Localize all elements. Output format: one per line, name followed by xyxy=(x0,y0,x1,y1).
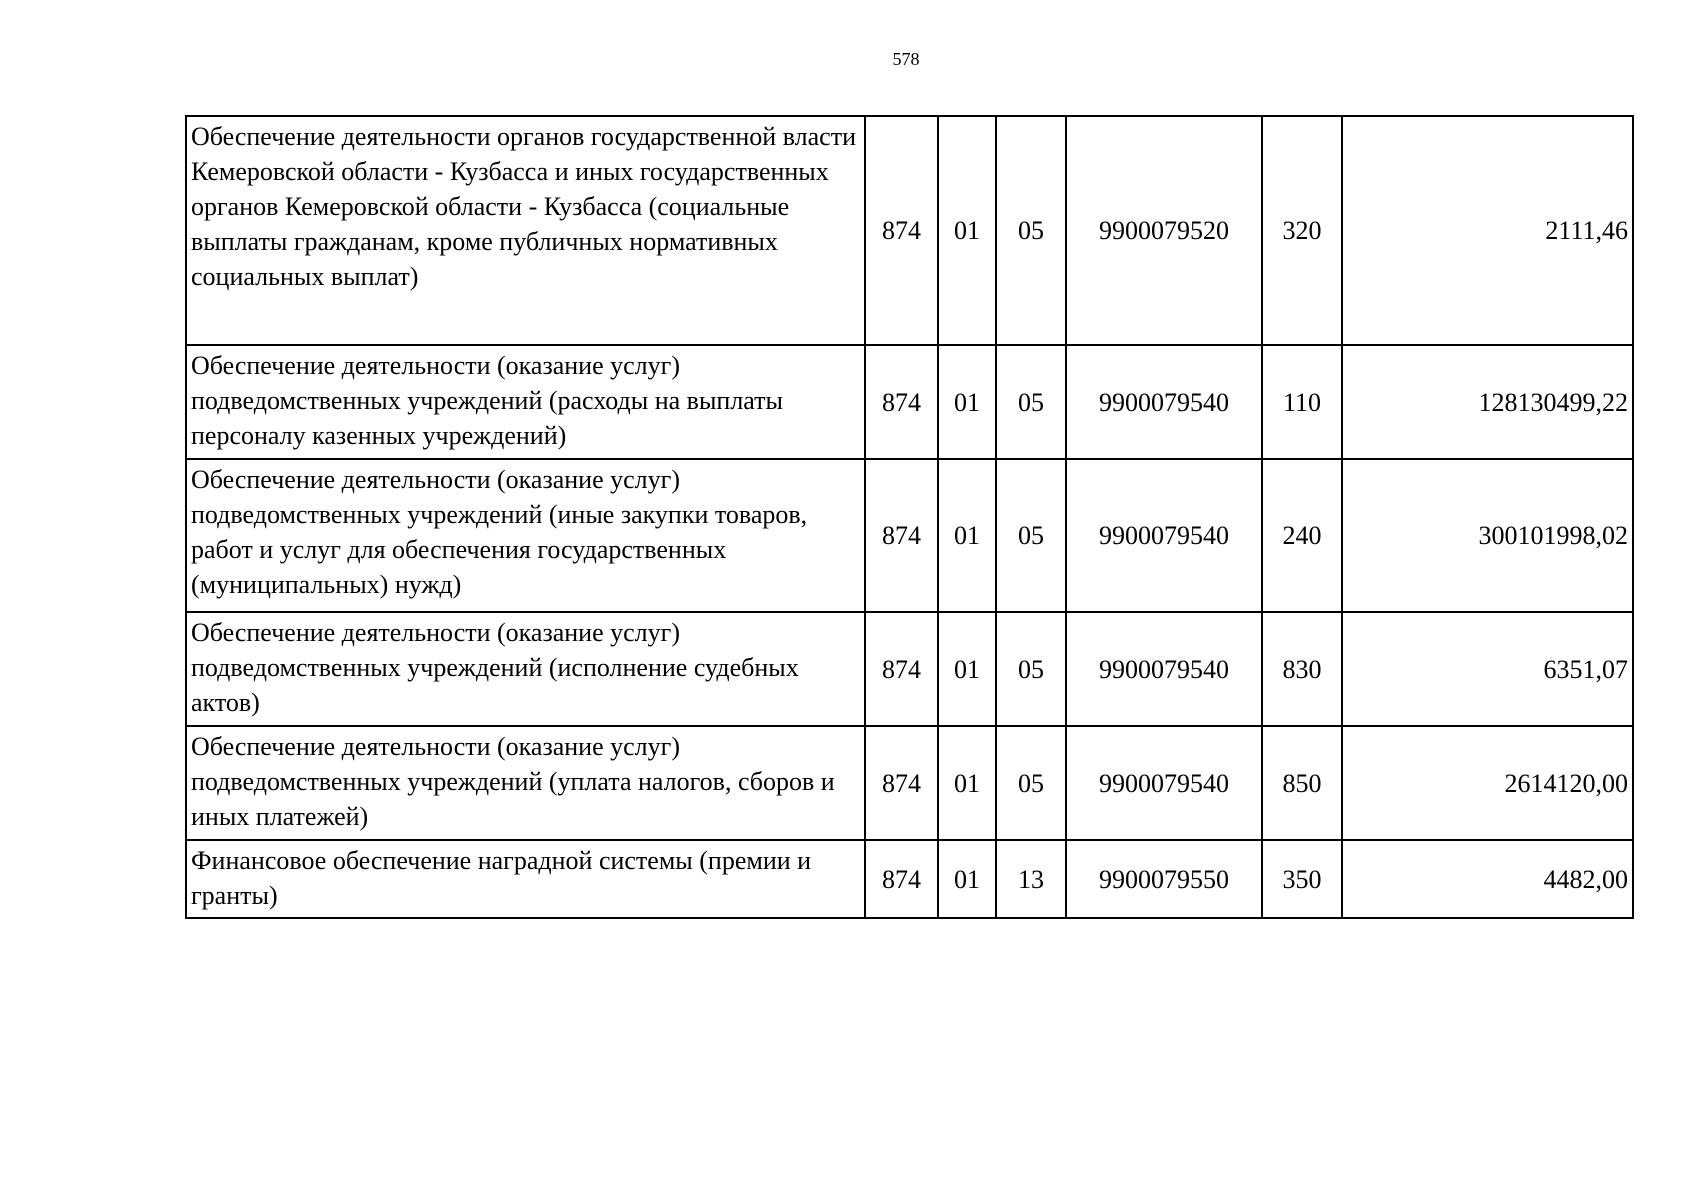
ministry-code: 874 xyxy=(865,459,938,612)
target-article-code: 9900079540 xyxy=(1066,345,1262,459)
ministry-code: 874 xyxy=(865,726,938,840)
amount: 2111,46 xyxy=(1342,116,1633,345)
amount: 4482,00 xyxy=(1342,840,1633,918)
amount: 128130499,22 xyxy=(1342,345,1633,459)
amount: 6351,07 xyxy=(1342,612,1633,726)
table-body xyxy=(186,116,1633,918)
section-code: 01 xyxy=(938,726,996,840)
subsection-code: 05 xyxy=(996,726,1066,840)
table-row xyxy=(186,726,1633,840)
expense-description: Обеспечение деятельности (оказание услуг) подведомственных учреждений (исполнение судебных актов) xyxy=(186,612,865,726)
table-row xyxy=(186,840,1633,918)
expense-type-code: 110 xyxy=(1262,345,1342,459)
target-article-code: 9900079540 xyxy=(1066,459,1262,612)
table-row xyxy=(186,345,1633,459)
subsection-code: 05 xyxy=(996,612,1066,726)
target-article-code: 9900079540 xyxy=(1066,726,1262,840)
amount: 2614120,00 xyxy=(1342,726,1633,840)
expense-description: Финансовое обеспечение наградной системы (премии и гранты) xyxy=(186,840,865,918)
table-row xyxy=(186,116,1633,345)
expense-type-code: 240 xyxy=(1262,459,1342,612)
expense-description: Обеспечение деятельности (оказание услуг) подведомственных учреждений (иные закупки товаров, работ и услуг для обеспечения государственных (муниципальных) нужд) xyxy=(186,459,865,612)
section-code: 01 xyxy=(938,840,996,918)
subsection-code: 05 xyxy=(996,345,1066,459)
amount: 300101998,02 xyxy=(1342,459,1633,612)
target-article-code: 9900079550 xyxy=(1066,840,1262,918)
subsection-code: 05 xyxy=(996,116,1066,345)
expense-description: Обеспечение деятельности органов государственной власти Кемеровской области - Кузбасса и иных государственных органов Кемеровской области - Кузбасса (социальные выплаты гражданам, кроме публичных нормативных социальных выплат) xyxy=(186,116,865,345)
expense-type-code: 320 xyxy=(1262,116,1342,345)
target-article-code: 9900079540 xyxy=(1066,612,1262,726)
ministry-code: 874 xyxy=(865,345,938,459)
section-code: 01 xyxy=(938,116,996,345)
section-code: 01 xyxy=(938,345,996,459)
table-row xyxy=(186,612,1633,726)
ministry-code: 874 xyxy=(865,612,938,726)
expense-description: Обеспечение деятельности (оказание услуг) подведомственных учреждений (уплата налогов, сборов и иных платежей) xyxy=(186,726,865,840)
page-number: 578 xyxy=(892,49,920,69)
expense-description: Обеспечение деятельности (оказание услуг) подведомственных учреждений (расходы на выплаты персоналу казенных учреждений) xyxy=(186,345,865,459)
section-code: 01 xyxy=(938,459,996,612)
target-article-code: 9900079520 xyxy=(1066,116,1262,345)
expense-type-code: 830 xyxy=(1262,612,1342,726)
budget-table xyxy=(185,115,1634,919)
expense-type-code: 350 xyxy=(1262,840,1342,918)
table-row xyxy=(186,459,1633,612)
ministry-code: 874 xyxy=(865,116,938,345)
section-code: 01 xyxy=(938,612,996,726)
subsection-code: 13 xyxy=(996,840,1066,918)
ministry-code: 874 xyxy=(865,840,938,918)
expense-type-code: 850 xyxy=(1262,726,1342,840)
subsection-code: 05 xyxy=(996,459,1066,612)
